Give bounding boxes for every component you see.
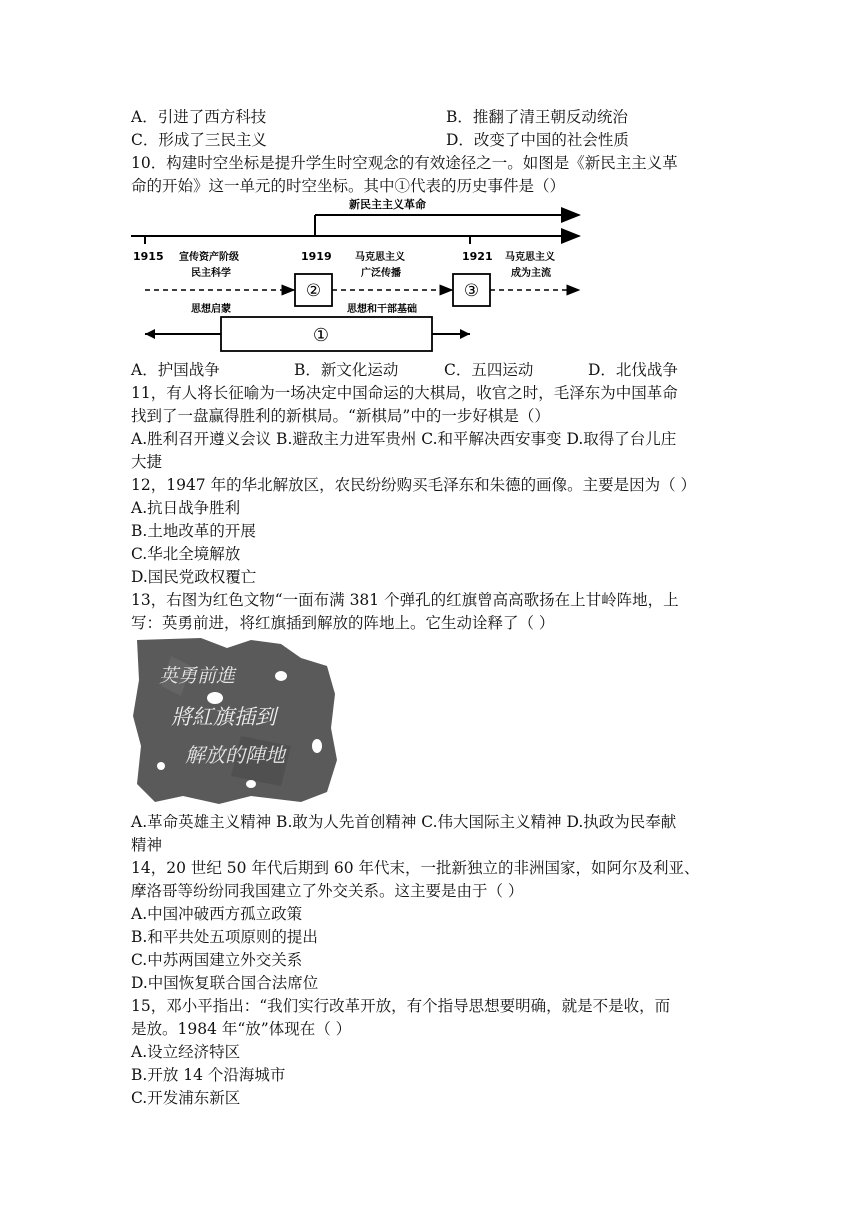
q13-stem-line1: 13，右图为红色文物“一面布满 381 个弹孔的红旗曾高高歌扬在上甘岭阵地，上 [131, 591, 679, 609]
q11-stem-line1: 11，有人将长征喻为一场决定中国命运的大棋局，收官之时，毛泽东为中国革命 [131, 384, 678, 402]
timeline-diagram [131, 196, 591, 356]
box-2-label: ② [305, 281, 322, 301]
bullet-hole [207, 692, 223, 704]
q14-option-c: C.中苏两国建立外交关系 [131, 951, 303, 969]
bullet-hole [312, 739, 322, 753]
q10-option-a: A．护国战争 [131, 361, 220, 379]
q10-option-d: D．北伐战争 [588, 361, 678, 379]
red-flag-photo [131, 636, 341, 806]
q11-options: A.胜利召开遵义会议 B.避敌主力进军贵州 C.和平解决西安事变 D.取得了台儿庄 [131, 430, 677, 448]
q15-option-b: B.开放 14 个沿海城市 [131, 1066, 286, 1084]
year-1919: 1919 [301, 250, 332, 263]
q13-options-cont: 精神 [131, 836, 163, 854]
q10-stem-line2: 命的开始》这一单元的时空坐标。其中①代表的历史事件是（） [131, 177, 566, 195]
q14-option-b: B.和平共处五项原则的提出 [131, 928, 318, 946]
bullet-hole [246, 780, 256, 788]
q11-options-cont: 大捷 [131, 453, 163, 471]
box-3-label: ③ [463, 281, 480, 301]
q9-option-c: C．形成了三民主义 [131, 131, 267, 149]
bullet-hole [275, 671, 287, 681]
q15-option-c: C.开发浦东新区 [131, 1089, 241, 1107]
q10-option-c: C．五四运动 [444, 361, 534, 379]
q15-stem-line1: 15，邓小平指出：“我们实行改革开放，有个指导思想要明确，就是不是收，而 [131, 997, 671, 1015]
q12-option-d: D.国民党政权覆亡 [131, 568, 257, 586]
q14-stem-line2: 摩洛哥等纷纷同我国建立了外交关系。这主要是由于（ ） [131, 882, 524, 900]
q13-options: A.革命英雄主义精神 B.敢为人先首创精神 C.伟大国际主义精神 D.执政为民奉献 [131, 813, 677, 831]
year-1915: 1915 [133, 250, 164, 263]
flag-text-line3: 解放的陣地 [185, 743, 285, 767]
seg1-label-line2: 民主科学 [191, 268, 231, 279]
q12-option-c: C.华北全境解放 [131, 545, 241, 563]
q12-stem: 12，1947 年的华北解放区，农民纷纷购买毛泽东和朱德的画像。主要是因为（ ） [131, 476, 697, 494]
q11-stem-line2: 找到了一盘赢得胜利的新棋局。“新棋局”中的一步好棋是（） [131, 407, 550, 425]
q13-stem-line2: 写：英勇前进，将红旗插到解放的阵地上。它生动诠释了（ ） [131, 614, 555, 632]
bullet-hole [157, 762, 165, 770]
q14-stem-line1: 14，20 世纪 50 年代后期到 60 年代末，一批新独立的非洲国家，如阿尔及利亚、 [131, 859, 700, 877]
seg1-label-line1: 宣传资产阶级 [179, 252, 239, 263]
year-1921: 1921 [462, 250, 493, 263]
q9-option-a: A．引进了西方科技 [131, 108, 267, 126]
box-1-label: ① [312, 325, 330, 346]
bottom-arrowhead-right [460, 329, 470, 339]
q9-option-d: D．改变了中国的社会性质 [446, 131, 629, 149]
q9-option-b: B．推翻了清王朝反动统治 [446, 108, 628, 126]
q14-option-d: D.中国恢复联合国合法席位 [131, 974, 319, 992]
under-label-1: 思想启蒙 [191, 304, 231, 315]
q12-option-a: A.抗日战争胜利 [131, 499, 241, 517]
q15-option-a: A.设立经济特区 [131, 1043, 241, 1061]
q10-stem-line1: 10．构建时空坐标是提升学生时空观念的有效途径之一。如图是《新民主主义革 [131, 154, 678, 172]
q15-stem-line2: 是放。1984 年“放”体现在（ ） [131, 1020, 352, 1038]
seg2-label-line2: 广泛传播 [361, 268, 401, 279]
seg3-label-line1: 马克思主义 [505, 252, 555, 263]
flag-text-line1: 英勇前進 [159, 665, 236, 687]
q14-option-a: A.中国冲破西方孤立政策 [131, 905, 303, 923]
seg2-label-line1: 马克思主义 [355, 252, 405, 263]
q12-option-b: B.土地改革的开展 [131, 522, 256, 540]
revolution-label: 新民主主义革命 [349, 198, 426, 211]
seg3-label-line2: 成为主流 [511, 268, 551, 279]
flag-text-line2: 將紅旗插到 [171, 705, 276, 729]
under-label-2: 思想和干部基础 [347, 304, 417, 315]
q10-option-b: B．新文化运动 [294, 361, 399, 379]
bottom-arrowhead-left [145, 329, 155, 339]
